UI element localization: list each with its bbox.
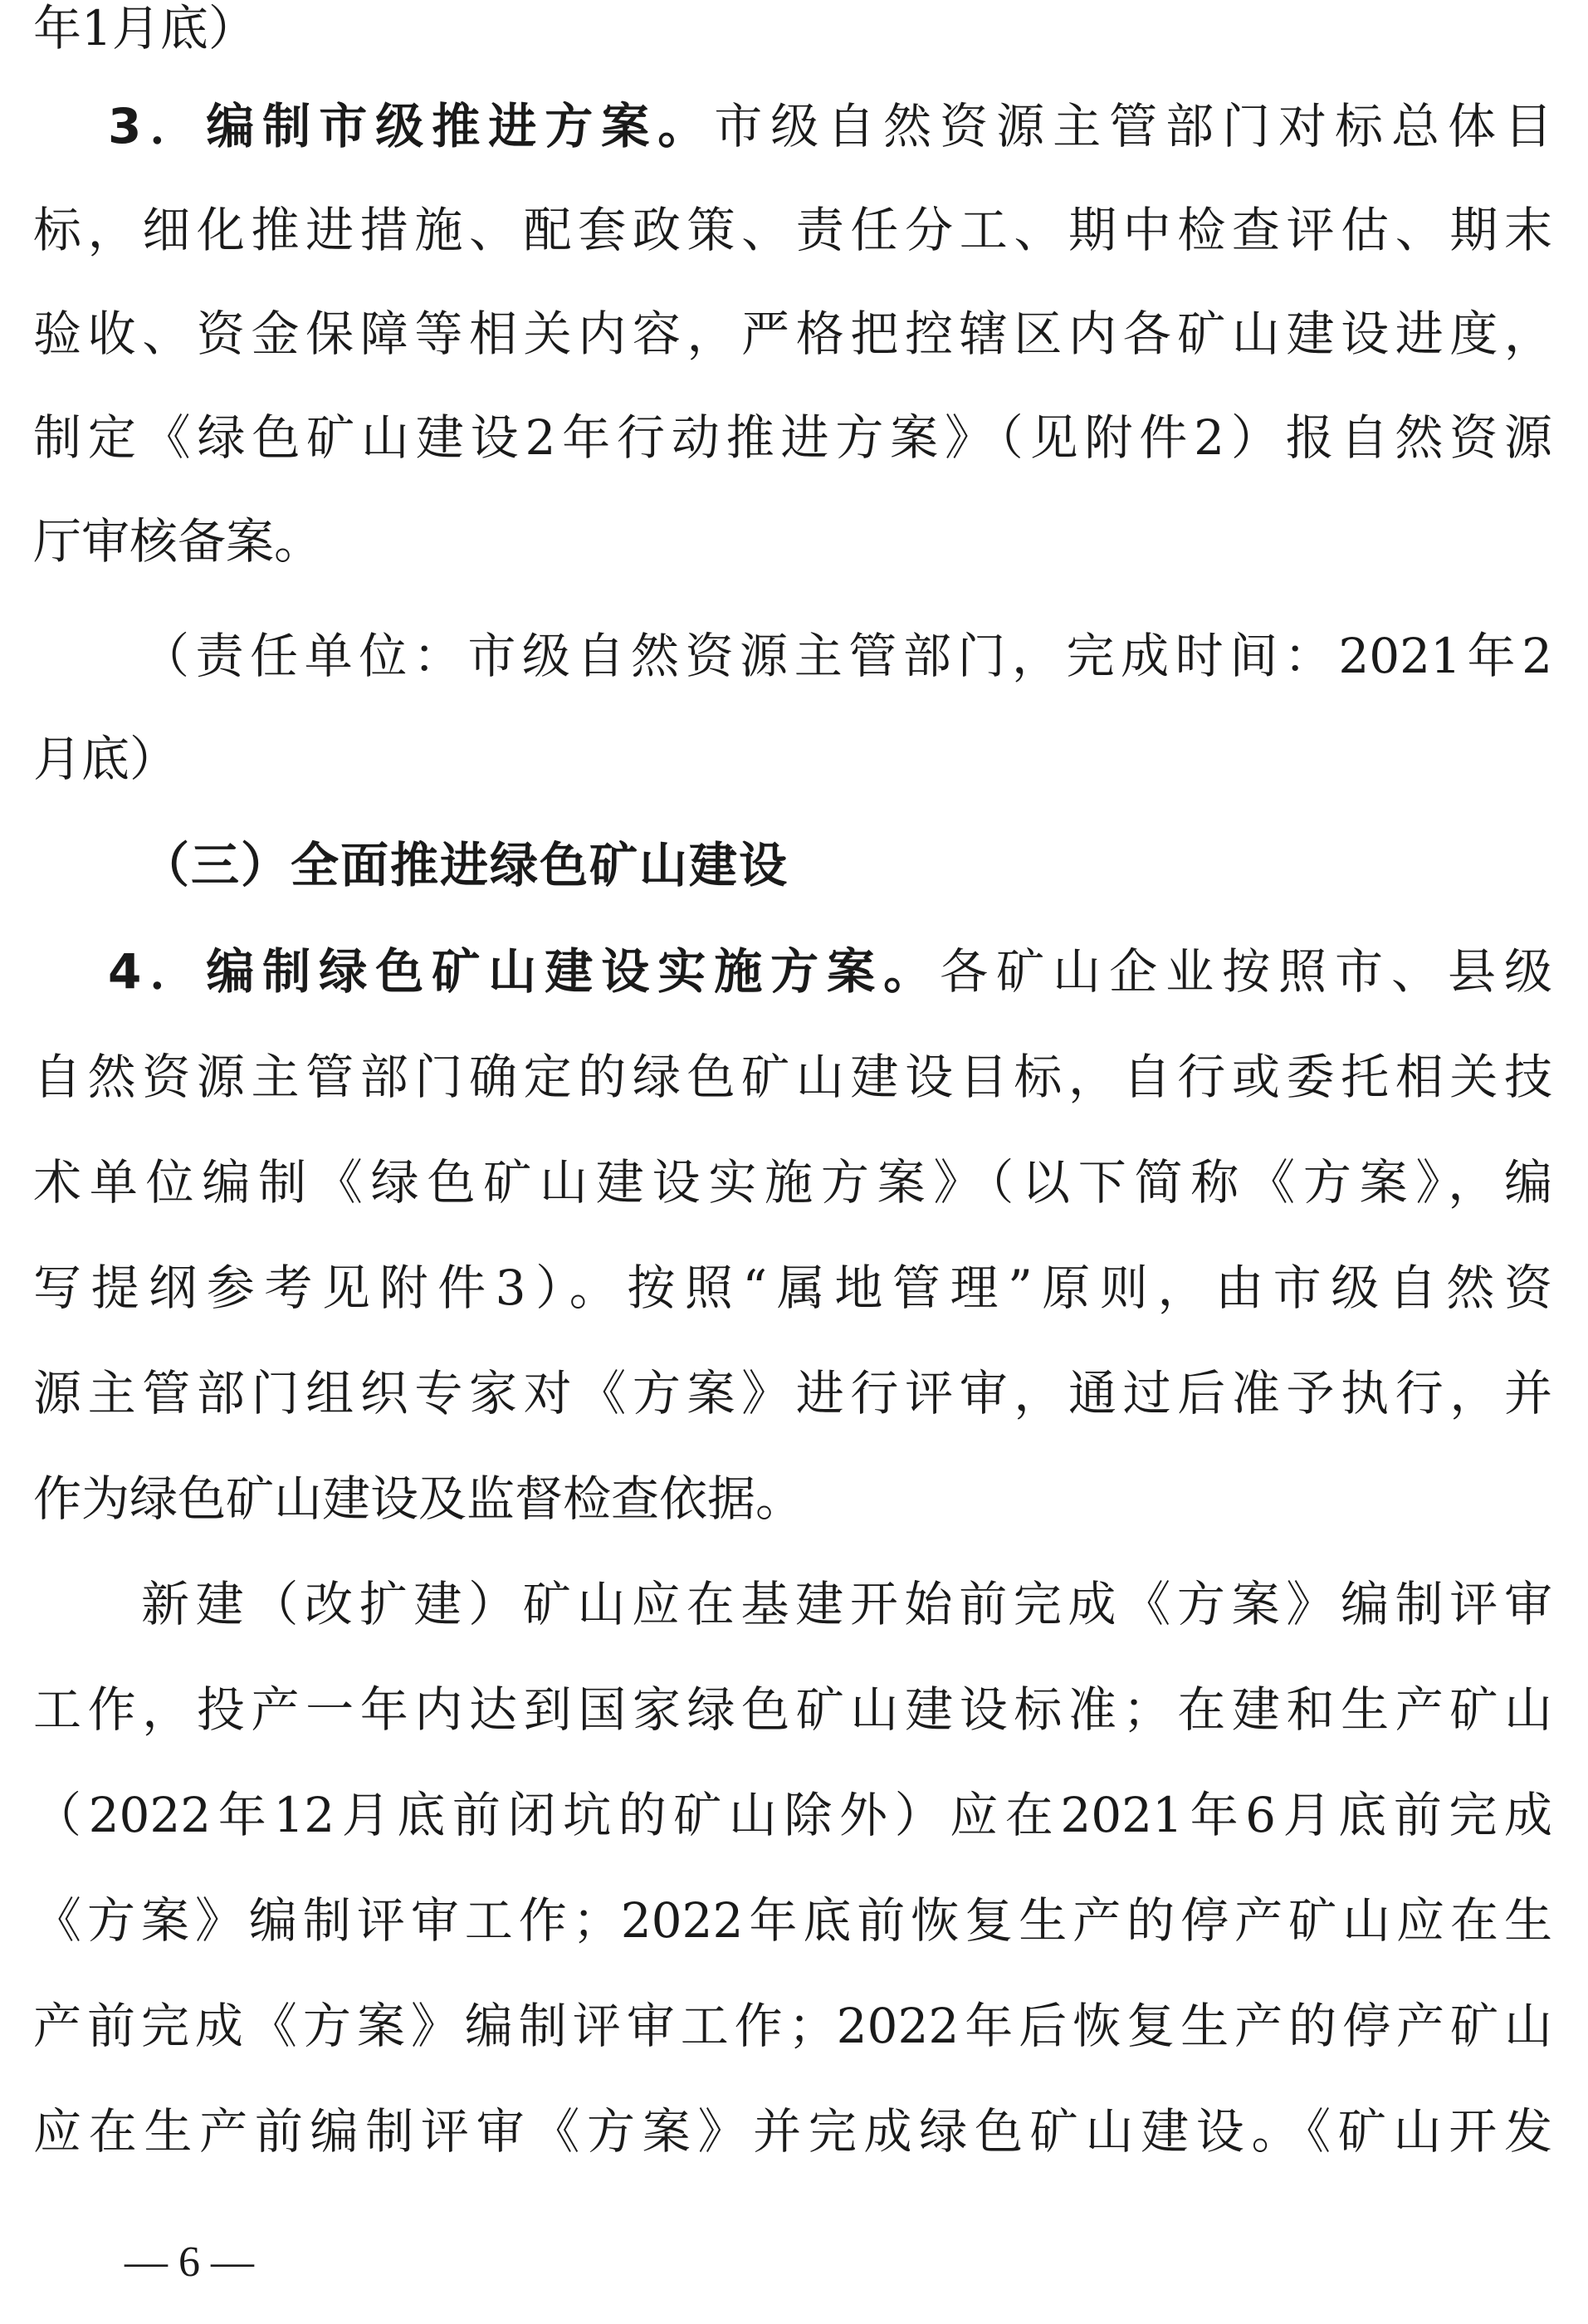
item-3-title: 3．编制市级推进方案。	[108, 98, 715, 154]
text-line	[33, 1772, 1552, 1858]
text-line	[33, 291, 1552, 377]
text-line	[33, 1139, 1552, 1226]
text-line	[33, 1983, 1552, 2069]
text-line-content: 年1月底）	[33, 0, 257, 56]
section-heading	[141, 822, 1552, 908]
text-line	[33, 1034, 1552, 1120]
text-line	[33, 394, 1552, 481]
text-line	[33, 0, 1552, 71]
text-line	[33, 2088, 1552, 2175]
text-line-content: 厅审核备案。	[33, 513, 323, 570]
text-line-content: 源主管部门组织专家对《方案》进行评审，通过后准予执行，并	[33, 1365, 1552, 1421]
paragraph-4-first-line	[108, 928, 1552, 1015]
text-line-content: 应在生产前编制评审《方案》并完成绿色矿山建设。《矿山开发	[33, 2103, 1552, 2160]
text-line	[33, 1456, 1552, 1542]
text-line-content: 写提纲参考见附件3）。按照“属地管理”原则，由市级自然资	[33, 1260, 1552, 1316]
text-line	[33, 716, 1552, 802]
text-line-content: 术单位编制《绿色矿山建设实施方案》（以下简称《方案》，编	[33, 1154, 1552, 1211]
item-4-text: 各矿山企业按照市、县级	[940, 943, 1552, 1000]
text-line-content: 制定《绿色矿山建设2年行动推进方案》（见附件2）报自然资源	[33, 409, 1552, 466]
page-number: — 6 —	[125, 2238, 254, 2286]
text-line	[33, 1877, 1552, 1964]
text-line-content: 月底）	[33, 731, 178, 787]
section-heading-text: （三）全面推进绿色矿山建设	[141, 837, 789, 893]
text-line-content: （责任单位：市级自然资源主管部门，完成时间：2021年2	[141, 628, 1552, 684]
text-line	[33, 1666, 1552, 1753]
text-line-content: 《方案》编制评审工作；2022年底前恢复生产的停产矿山应在生	[33, 1892, 1552, 1949]
text-line	[33, 498, 1552, 585]
text-line-content: 标，细化推进措施、配套政策、责任分工、期中检查评估、期末	[33, 202, 1552, 258]
text-line-content: 自然资源主管部门确定的绿色矿山建设目标，自行或委托相关技	[33, 1049, 1552, 1105]
text-line	[33, 1245, 1552, 1331]
item-4-title: 4．编制绿色矿山建设实施方案。	[108, 943, 941, 1000]
responsibility-note	[141, 613, 1552, 699]
text-line-content: 作为绿色矿山建设及监督检查依据。	[33, 1470, 804, 1527]
text-line-content: 新建（改扩建）矿山应在基建开始前完成《方案》编制评审	[141, 1576, 1552, 1632]
text-line	[33, 1350, 1552, 1436]
text-line-content: 产前完成《方案》编制评审工作；2022年后恢复生产的停产矿山	[33, 1998, 1552, 2054]
text-line-content: （2022年12月底前闭坑的矿山除外）应在2021年6月底前完成	[33, 1787, 1552, 1843]
item-3-text: 市级自然资源主管部门对标总体目	[714, 98, 1552, 154]
text-line-content: 工作，投产一年内达到国家绿色矿山建设标准；在建和生产矿山	[33, 1681, 1552, 1738]
text-line-content: 验收、资金保障等相关内容，严格把控辖区内各矿山建设进度，	[33, 306, 1552, 362]
text-line	[33, 187, 1552, 273]
paragraph-new-mines-first-line	[141, 1561, 1552, 1647]
paragraph-3-first-line	[108, 83, 1552, 169]
